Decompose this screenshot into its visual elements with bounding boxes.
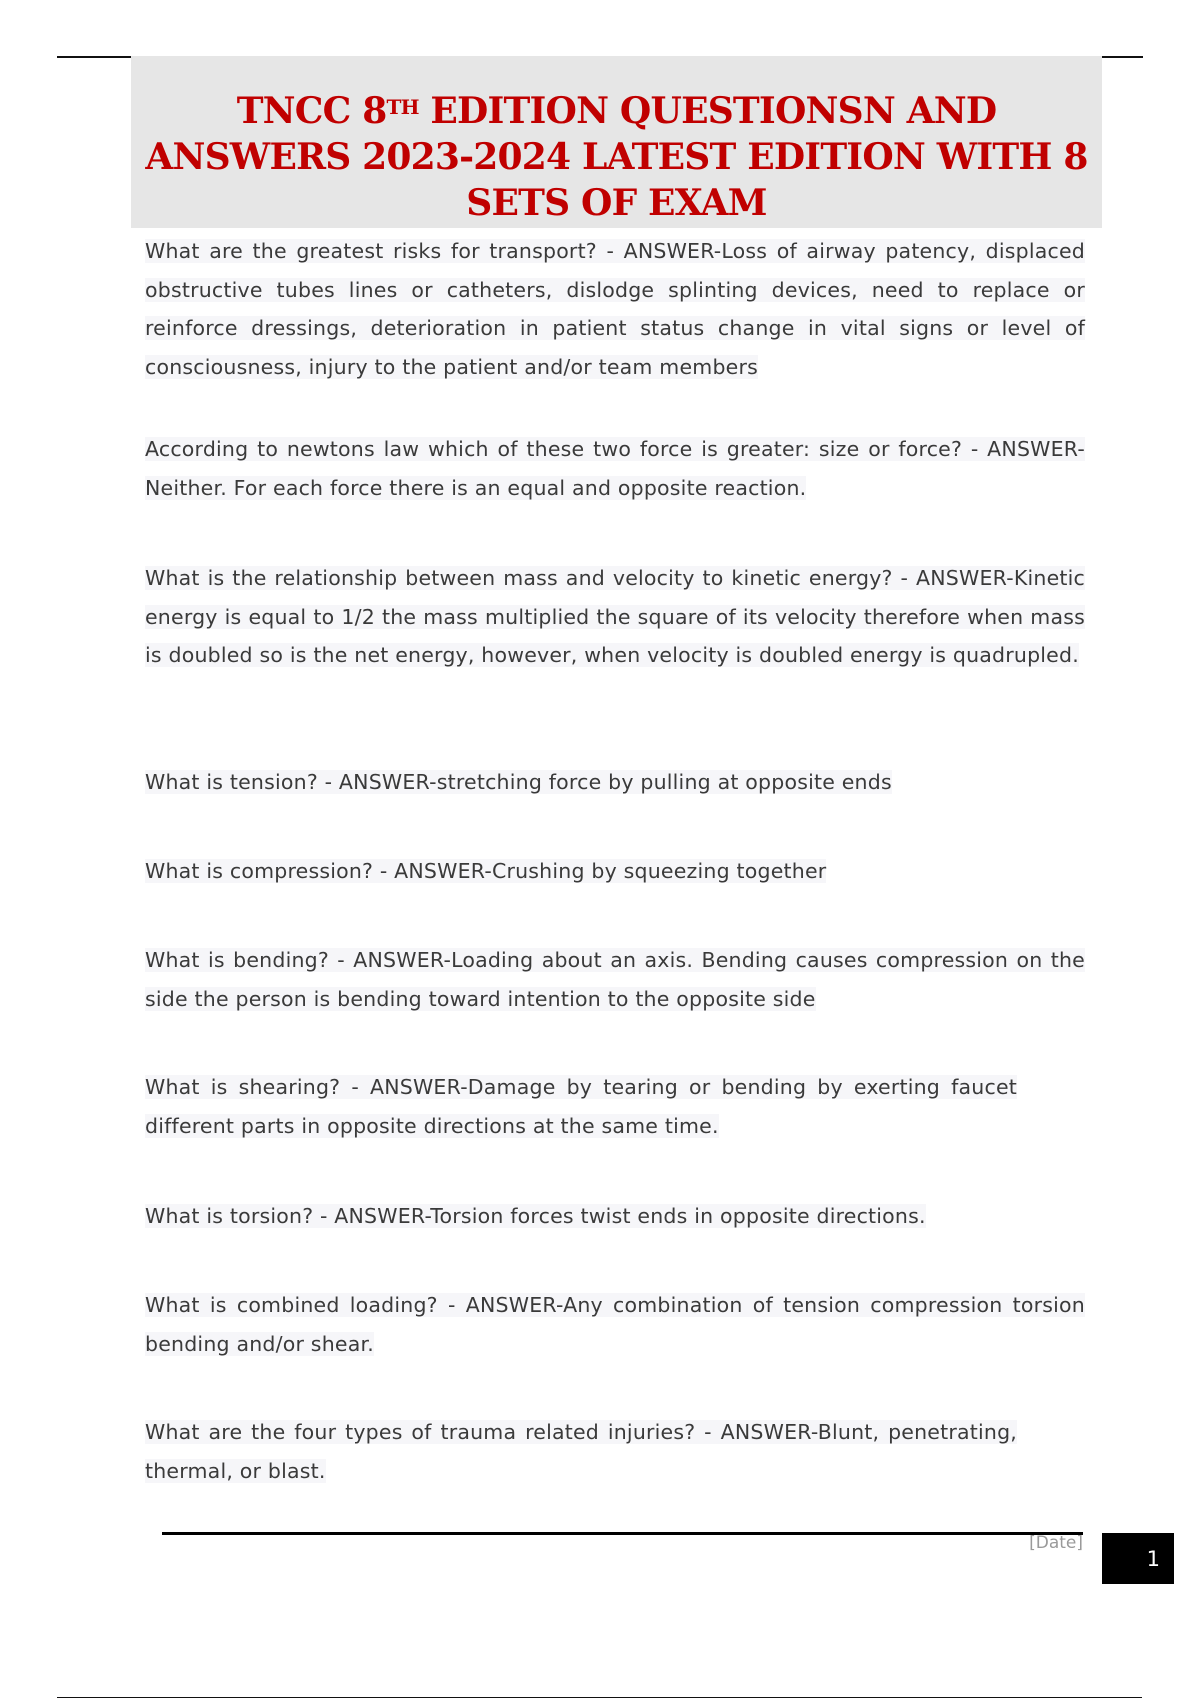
top-right-rule: [1101, 56, 1143, 58]
qa-item: What are the four types of trauma related injuries? - ANSWER-Blunt, penetrating, thermal, or blast.: [145, 1420, 1017, 1483]
title-rest: EDITION QUESTIONSN AND ANSWERS 2023-2024 LATEST EDITION WITH 8 SETS OF EXAM: [145, 90, 1088, 224]
page-number: 1: [1146, 1547, 1160, 1571]
qa-item: What is compression? - ANSWER-Crushing by squeezing together: [145, 859, 827, 883]
qa-item: What is bending? - ANSWER-Loading about an axis. Bending causes compression on the side the person is bending toward intention to the opposite side: [145, 948, 1085, 1011]
document-title: [131, 88, 1102, 226]
footer-rule: [162, 1532, 1083, 1535]
footer-date: [Date]: [1029, 1533, 1083, 1553]
qa-item: According to newtons law which of these two force is greater: size or force? - ANSWER- Neither. For each force there is an equal and opposite reaction.: [145, 437, 1085, 500]
qa-item: What is torsion? - ANSWER-Torsion forces twist ends in opposite directions.: [145, 1204, 926, 1228]
title-superscript: TH: [386, 95, 419, 119]
top-left-rule: [57, 56, 142, 58]
qa-item: What is the relationship between mass and velocity to kinetic energy? - ANSWER-Kinetic energy is equal to 1/2 the mass multiplied the square of its velocity therefore when mass is doubled so is the net energy, however, when velocity is doubled energy is quadrupled.: [145, 566, 1085, 667]
qa-item: What is shearing? - ANSWER-Damage by tearing or bending by exerting faucet different parts in opposite directions at the same time.: [145, 1075, 1017, 1138]
qa-item: What is tension? - ANSWER-stretching force by pulling at opposite ends: [145, 770, 892, 794]
title-prefix: TNCC 8: [236, 90, 387, 132]
page-number-box: [1102, 1533, 1174, 1584]
bottom-rule: [57, 1697, 1142, 1698]
qa-item: What are the greatest risks for transport? - ANSWER-Loss of airway patency, displaced obstructive tubes lines or catheters, dislodge splinting devices, need to replace or reinforce dressings, deterioration in patient status change in vital signs or level of consciousness, injury to the patient and/or team members: [145, 239, 1085, 379]
qa-item: What is combined loading? - ANSWER-Any combination of tension compression torsion bending and/or shear.: [145, 1293, 1085, 1356]
